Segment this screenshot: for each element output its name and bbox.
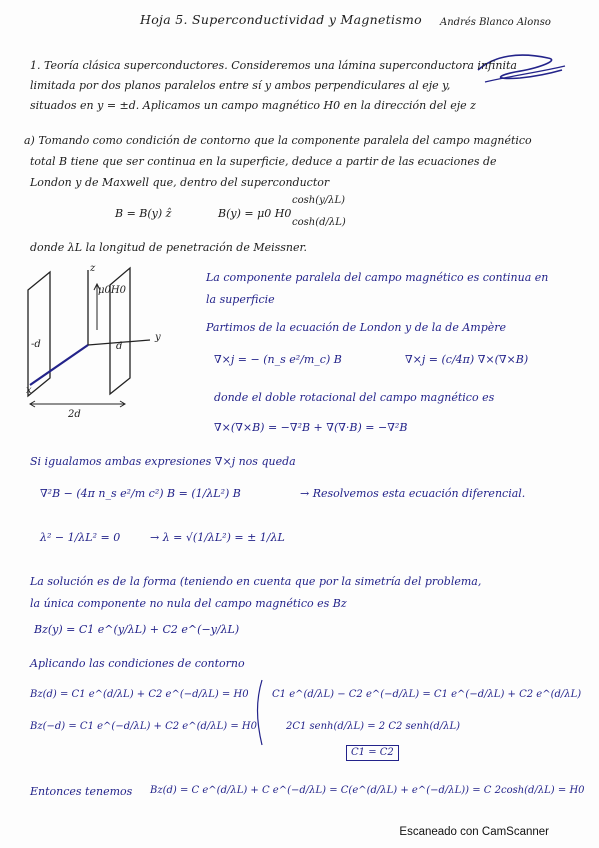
part-a-line-1: a) Tomando como condición de contorno que la componente paralela del campo magnético xyxy=(24,134,532,147)
eq-roots: → λ = √(1/λL²) = ± 1/λL xyxy=(150,531,285,544)
solution-line-6: → Resolvemos esta ecuación diferencial. xyxy=(300,487,526,500)
part-a-line-3: London y de Maxwell que, dentro del superconductor xyxy=(30,176,330,189)
diagram-left-label: -d xyxy=(31,339,41,350)
solution-line-10: Entonces tenemos xyxy=(30,785,133,798)
eq-field-lhs: B(y) = μ0 H0 xyxy=(218,207,292,220)
penetration-text: donde λL la longitud de penetración de Meissner. xyxy=(30,241,308,254)
eq-field-numerator: cosh(y/λL) xyxy=(292,195,345,206)
solution-line-5: Si igualamos ambas expresiones ∇×j nos queda xyxy=(30,455,296,468)
diagram-right-label: d xyxy=(116,341,123,352)
diagram-z-label: z xyxy=(90,263,96,274)
eq-ampere: ∇×j = (c/4π) ∇×(∇×B) xyxy=(405,353,529,366)
statement-line-2: limitada por dos planos paralelos entre sí y ambos perpendiculares al eje y, xyxy=(30,79,451,92)
statement-line-1: 1. Teoría clásica superconductores. Consideremos una lámina superconductora infinita xyxy=(30,59,517,72)
eq-boxed-result: C1 = C2 xyxy=(346,745,399,761)
statement-line-3: situados en y = ±d. Aplicamos un campo magnético H0 en la dirección del eje z xyxy=(30,99,476,112)
eq-field-denominator: cosh(d/λL) xyxy=(292,217,346,228)
author-name: Andrés Blanco Alonso xyxy=(440,17,551,28)
solution-line-3: Partimos de la ecuación de London y de la de Ampère xyxy=(206,321,507,334)
eq-field-vector: B = B(y) ẑ xyxy=(115,207,172,220)
eq-subtraction: C1 e^(d/λL) − C2 e^(−d/λL) = C1 e^(−d/λL) + C2 e^(d/λL) xyxy=(272,689,582,700)
eq-boundary-1: Bz(d) = C1 e^(d/λL) + C2 e^(−d/λL) = H0 xyxy=(30,689,249,700)
solution-line-9: Aplicando las condiciones de contorno xyxy=(30,657,245,670)
diagram-x-label: x xyxy=(26,385,32,396)
eq-final: Bz(d) = C e^(d/λL) + C e^(−d/λL) = C(e^(d/λL) + e^(−d/λL)) = C 2cosh(d/λL) = H0 xyxy=(150,785,585,796)
eq-characteristic: λ² − 1/λL² = 0 xyxy=(40,531,121,544)
solution-line-4: donde el doble rotacional del campo magnético es xyxy=(214,391,495,404)
eq-differential: ∇²B − (4π n_s e²/m c²) B = (1/λL²) B xyxy=(40,487,241,500)
part-a-line-2: total B tiene que ser continua en la superficie, deduce a partir de las ecuaciones de xyxy=(30,155,497,168)
solution-line-8: la única componente no nula del campo magnético es Bz xyxy=(30,597,347,610)
eq-general-solution: Bz(y) = C1 e^(y/λL) + C2 e^(−y/λL) xyxy=(34,623,240,636)
diagram-width-label: 2d xyxy=(68,409,81,420)
page-title: Hoja 5. Superconductividad y Magnetismo xyxy=(140,12,423,27)
scanner-watermark: Escaneado con CamScanner xyxy=(399,826,549,838)
eq-curl-curl: ∇×(∇×B) = −∇²B + ∇(∇·B) = −∇²B xyxy=(214,421,408,434)
diagram-field-label: μ0H0 xyxy=(98,285,126,296)
eq-london: ∇×j = − (n_s e²/m_c) B xyxy=(214,353,342,366)
solution-line-7: La solución es de la forma (teniendo en cuenta que por la simetría del problema, xyxy=(30,575,482,588)
diagram-y-label: y xyxy=(155,332,161,343)
eq-sinh: 2C1 senh(d/λL) = 2 C2 senh(d/λL) xyxy=(286,721,460,732)
solution-line-1: La componente paralela del campo magnético es continua en xyxy=(206,271,549,284)
eq-boundary-2: Bz(−d) = C1 e^(−d/λL) + C2 e^(d/λL) = H0 xyxy=(30,721,257,732)
solution-line-2: la superficie xyxy=(206,293,275,306)
